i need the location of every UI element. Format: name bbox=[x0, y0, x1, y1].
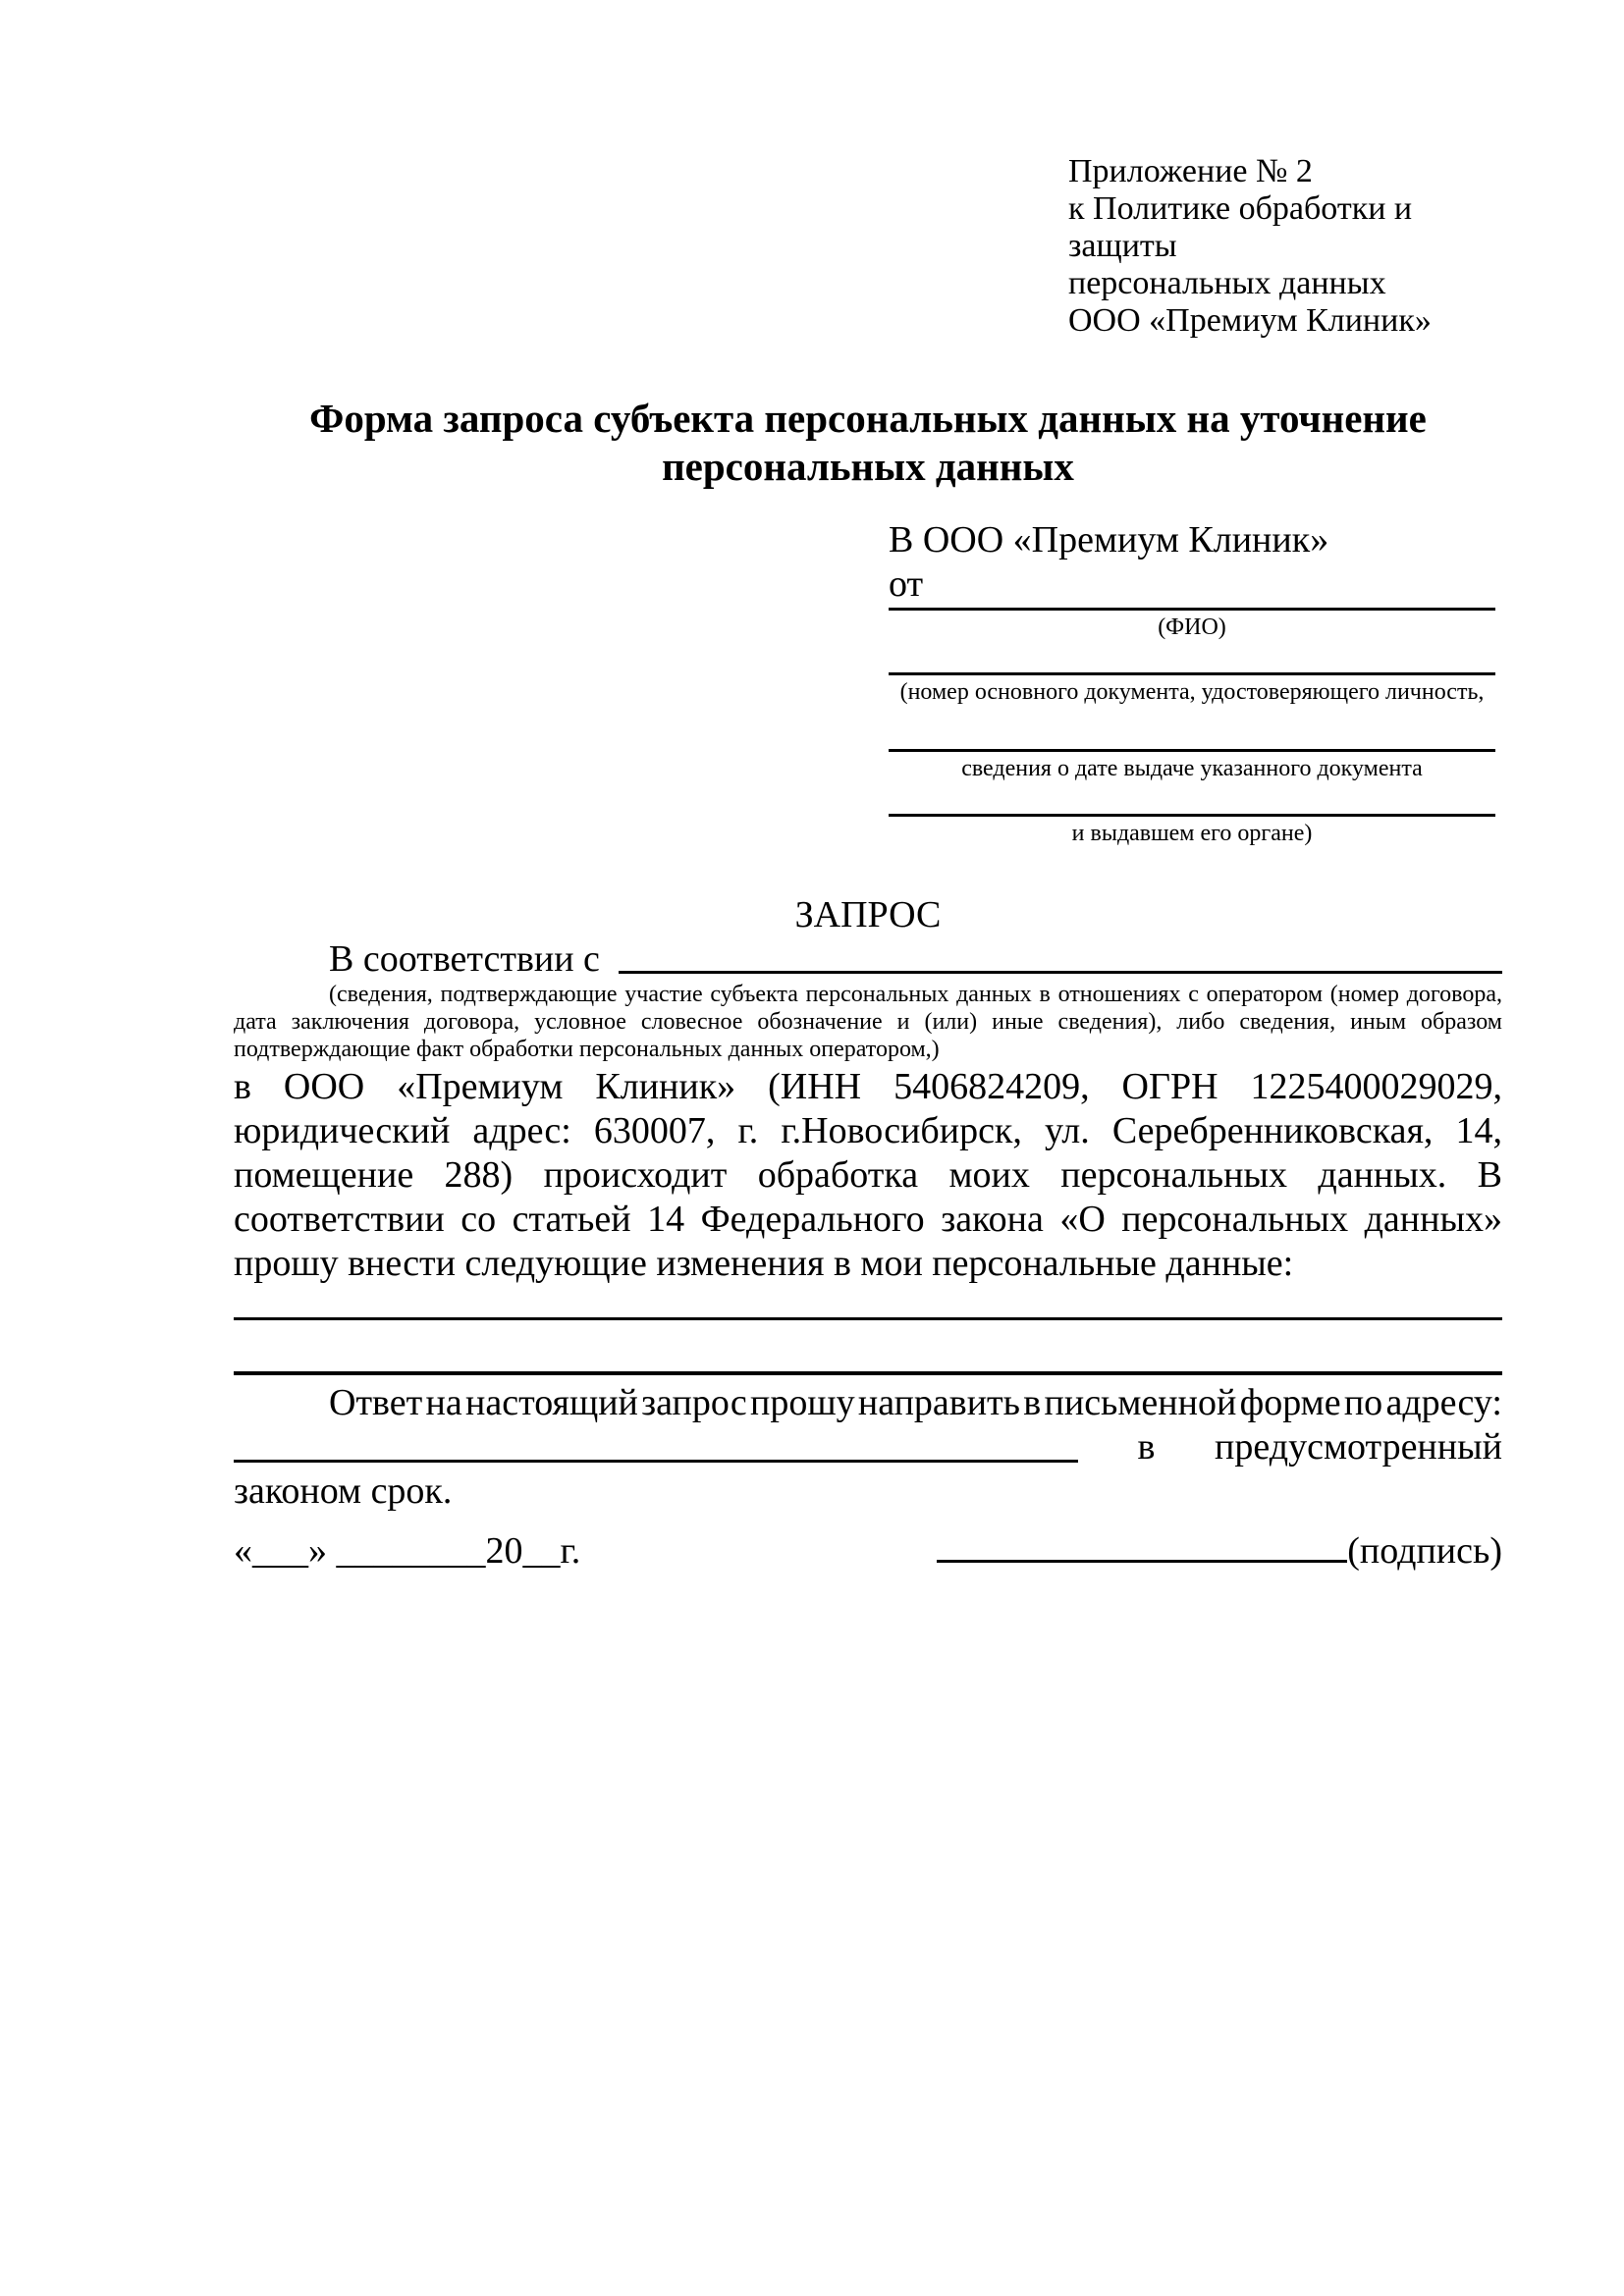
issue-date-field bbox=[889, 749, 1495, 781]
fio-caption: (ФИО) bbox=[1158, 614, 1226, 640]
issuing-authority-input-line[interactable] bbox=[889, 814, 1495, 817]
issuing-authority-caption: и выдавшем его органе) bbox=[1071, 821, 1313, 846]
request-heading: ЗАПРОС bbox=[794, 894, 942, 935]
appendix-line: персональных данных bbox=[1068, 265, 1386, 301]
document-number-input-line[interactable] bbox=[889, 672, 1495, 675]
appendix-line: Приложение № 2 bbox=[1068, 153, 1313, 189]
addressee-from-label: от bbox=[889, 563, 924, 605]
issue-date-input-line[interactable] bbox=[889, 749, 1495, 752]
footnote-text: (сведения, подтверждающие участие субъекта персональных данных в отношениях с оператором (номер договора, дата заключения договора, условное словесное обозначение и (или) иные сведения), либо сведения, иным образом подтверждающие факт обработки персональных данных оператором,) bbox=[234, 982, 1502, 1062]
document-number-caption: (номер основного документа, удостоверяющего личность, bbox=[899, 679, 1485, 705]
changes-input-line-1[interactable] bbox=[234, 1317, 1502, 1320]
fio-field bbox=[889, 608, 1495, 640]
issuing-authority-field bbox=[889, 814, 1495, 846]
fio-input-line[interactable] bbox=[889, 608, 1495, 611]
address-input-line[interactable] bbox=[234, 1460, 1078, 1463]
appendix-line: ООО «Премиум Клиник» bbox=[1068, 302, 1432, 339]
signature-group bbox=[937, 1529, 1502, 1574]
reply-line-3: законом срок. bbox=[234, 1470, 453, 1512]
changes-input-line-2[interactable] bbox=[234, 1371, 1502, 1375]
reply-line-1: Ответ на настоящий запрос прошу направить в письменной форме по адресу: bbox=[329, 1382, 1502, 1423]
document-page bbox=[234, 0, 1502, 1574]
body-paragraph: в ООО «Премиум Клиник» (ИНН 5406824209, ОГРН 1225400029029, юридический адрес: 630007, г. г.Новосибирск, ул. Серебренниковская, 14, помещение 288) происходит обработка моих персональных данных. В соответствии со статьей 14 Федерального закона «О персональных данных» прошу внести следующие изменения в мои персональные данные: bbox=[234, 1066, 1502, 1284]
addressee-to: В ООО «Премиум Клиник» bbox=[889, 519, 1329, 561]
document-title: Форма запроса субъекта персональных данных на уточнение персональных данных bbox=[309, 396, 1427, 489]
date-signature-row bbox=[234, 1529, 1502, 1574]
accordance-row bbox=[234, 937, 1502, 981]
reply-word-v: в bbox=[1137, 1426, 1156, 1468]
reply-line-2 bbox=[234, 1425, 1502, 1469]
date-fill-in[interactable]: «___» ________20__г. bbox=[234, 1530, 581, 1572]
addressee-block bbox=[889, 518, 1495, 846]
issue-date-caption: сведения о дате выдаче указанного документа bbox=[961, 756, 1423, 781]
reply-word-term: предусмотренный bbox=[1215, 1426, 1502, 1468]
document-number-field bbox=[889, 672, 1495, 705]
accordance-prefix: В соответствии с bbox=[329, 938, 610, 980]
signature-caption: (подпись) bbox=[1347, 1530, 1502, 1572]
appendix-line: к Политике обработки и защиты bbox=[1068, 190, 1413, 264]
signature-input-line[interactable] bbox=[937, 1530, 1347, 1563]
appendix-note bbox=[1068, 153, 1502, 340]
accordance-input-line[interactable] bbox=[619, 971, 1502, 974]
